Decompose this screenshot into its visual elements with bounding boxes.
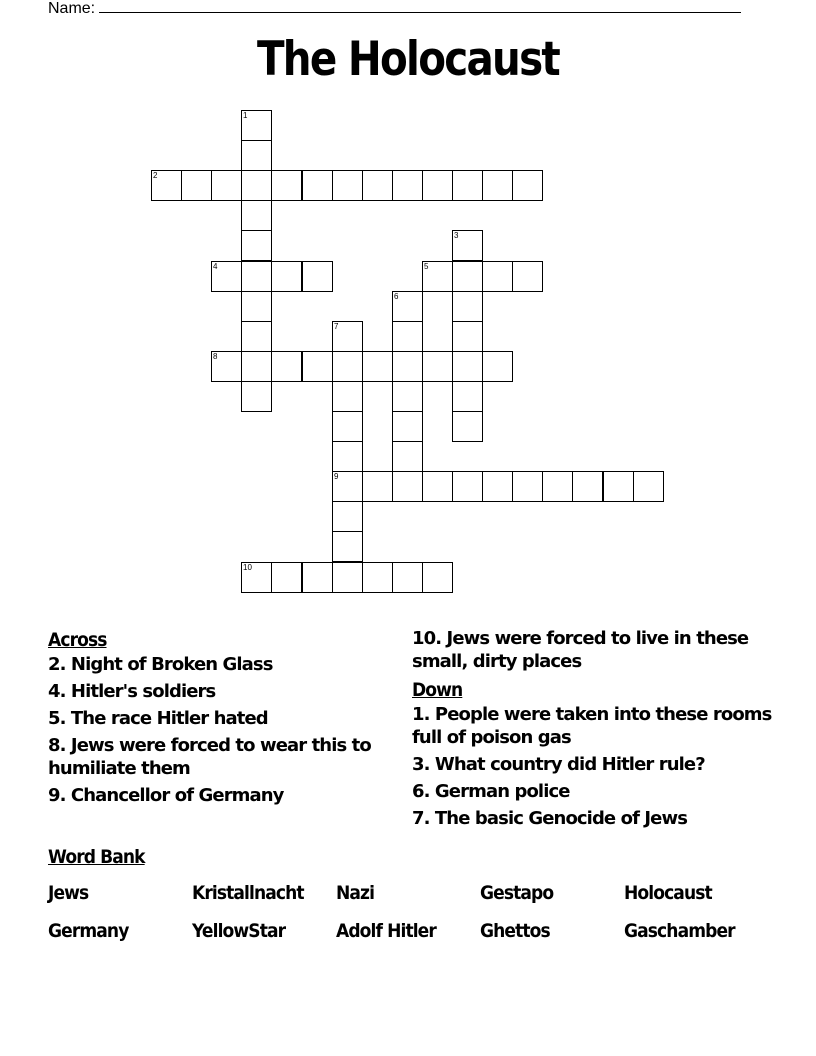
crossword-cell[interactable]	[422, 351, 453, 382]
page-title: The Holocaust	[256, 32, 560, 87]
crossword-cell[interactable]	[241, 351, 272, 382]
crossword-cell[interactable]	[211, 261, 242, 292]
crossword-cell[interactable]	[241, 170, 272, 201]
crossword-cell[interactable]	[392, 170, 423, 201]
across-clue-10: 10. Jews were forced to live in these small, dirty places	[412, 628, 749, 672]
crossword-cell[interactable]	[332, 321, 363, 352]
name-label: Name:	[48, 0, 96, 17]
crossword-cell[interactable]	[241, 261, 272, 292]
crossword-cell[interactable]	[332, 441, 363, 472]
crossword-cell[interactable]	[241, 562, 272, 593]
crossword-cell[interactable]	[392, 441, 423, 472]
crossword-cell[interactable]	[633, 471, 664, 502]
crossword-cell[interactable]	[452, 471, 483, 502]
crossword-cell[interactable]	[482, 261, 513, 292]
crossword-cell[interactable]	[362, 351, 393, 382]
down-clue-3: 3. What country did Hitler rule?	[412, 754, 705, 775]
across-clue-8: 8. Jews were forced to wear this to humiliate them	[48, 735, 371, 779]
crossword-cell[interactable]	[422, 170, 453, 201]
word-bank-item: Jews	[48, 882, 89, 904]
across-heading: Across	[48, 629, 107, 651]
crossword-cell[interactable]	[482, 471, 513, 502]
clue-number: 1	[243, 111, 248, 120]
clue-number: 3	[454, 231, 459, 240]
crossword-cell[interactable]	[603, 471, 634, 502]
clues-right-column	[412, 627, 772, 834]
clue-number: 8	[213, 352, 218, 361]
crossword-cell[interactable]	[302, 261, 333, 292]
word-bank-item: Nazi	[336, 882, 375, 904]
clue-number: 5	[424, 262, 429, 271]
crossword-cell[interactable]	[452, 351, 483, 382]
crossword-cell[interactable]	[482, 351, 513, 382]
crossword-cell[interactable]	[271, 351, 302, 382]
crossword-cell[interactable]	[392, 562, 423, 593]
clue-number: 7	[334, 322, 339, 331]
word-bank-item: Kristallnacht	[192, 882, 304, 904]
crossword-cell[interactable]	[241, 200, 272, 231]
crossword-cell[interactable]	[422, 471, 453, 502]
crossword-cell[interactable]	[482, 170, 513, 201]
crossword-cell[interactable]	[572, 471, 603, 502]
crossword-cell[interactable]	[241, 110, 272, 141]
word-bank-item: Gestapo	[480, 882, 554, 904]
crossword-cell[interactable]	[151, 170, 182, 201]
crossword-cell[interactable]	[452, 261, 483, 292]
across-clue-2: 2. Night of Broken Glass	[48, 654, 273, 675]
crossword-cell[interactable]	[241, 140, 272, 171]
down-clue-6: 6. German police	[412, 781, 570, 802]
crossword-cell[interactable]	[512, 471, 543, 502]
crossword-cell[interactable]	[241, 291, 272, 322]
crossword-cell[interactable]	[241, 230, 272, 261]
crossword-cell[interactable]	[392, 411, 423, 442]
down-clue-1: 1. People were taken into these rooms full of poison gas	[412, 704, 772, 748]
crossword-cell[interactable]	[452, 381, 483, 412]
crossword-cell[interactable]	[271, 261, 302, 292]
clue-number: 9	[334, 472, 339, 481]
crossword-cell[interactable]	[271, 562, 302, 593]
crossword-cell[interactable]	[392, 351, 423, 382]
crossword-cell[interactable]	[452, 321, 483, 352]
across-clue-5: 5. The race Hitler hated	[48, 708, 268, 729]
down-heading: Down	[412, 679, 463, 701]
crossword-cell[interactable]	[542, 471, 573, 502]
crossword-cell[interactable]	[362, 170, 393, 201]
word-bank-item: Gaschamber	[624, 920, 735, 942]
crossword-cell[interactable]	[332, 562, 363, 593]
crossword-cell[interactable]	[362, 562, 393, 593]
clue-number: 10	[243, 563, 252, 572]
word-bank-item: YellowStar	[192, 920, 286, 942]
crossword-cell[interactable]	[422, 562, 453, 593]
clues-left-column	[48, 627, 388, 811]
down-clue-7: 7. The basic Genocide of Jews	[412, 808, 688, 829]
crossword-cell[interactable]	[332, 381, 363, 412]
crossword-cell[interactable]	[332, 351, 363, 382]
crossword-cell[interactable]	[332, 471, 363, 502]
clue-number: 6	[394, 292, 399, 301]
crossword-cell[interactable]	[512, 261, 543, 292]
word-bank-item: Holocaust	[624, 882, 712, 904]
crossword-cell[interactable]	[452, 230, 483, 261]
crossword-cell[interactable]	[452, 291, 483, 322]
crossword-cell[interactable]	[362, 471, 393, 502]
clue-number: 4	[213, 262, 218, 271]
word-bank-item: Adolf Hitler	[336, 920, 436, 942]
clue-number: 2	[153, 171, 158, 180]
crossword-cell[interactable]	[392, 471, 423, 502]
crossword-cell[interactable]	[332, 170, 363, 201]
crossword-cell[interactable]	[392, 381, 423, 412]
crossword-cell[interactable]	[332, 501, 363, 532]
across-clue-4: 4. Hitler's soldiers	[48, 681, 216, 702]
crossword-cell[interactable]	[422, 261, 453, 292]
crossword-cell[interactable]	[392, 291, 423, 322]
crossword-cell[interactable]	[392, 321, 423, 352]
crossword-cell[interactable]	[332, 411, 363, 442]
crossword-cell[interactable]	[452, 170, 483, 201]
crossword-cell[interactable]	[181, 170, 212, 201]
word-bank-item: Germany	[48, 920, 129, 942]
crossword-cell[interactable]	[211, 170, 242, 201]
crossword-cell[interactable]	[302, 562, 333, 593]
crossword-cell[interactable]	[452, 411, 483, 442]
crossword-cell[interactable]	[241, 321, 272, 352]
crossword-cell[interactable]	[512, 170, 543, 201]
word-bank-item: Ghettos	[480, 920, 550, 942]
crossword-cell[interactable]	[271, 170, 302, 201]
word-bank-heading: Word Bank	[48, 846, 145, 868]
crossword-cell[interactable]	[332, 531, 363, 562]
crossword-cell[interactable]	[302, 351, 333, 382]
crossword-cell[interactable]	[302, 170, 333, 201]
crossword-cell[interactable]	[241, 381, 272, 412]
crossword-cell[interactable]	[211, 351, 242, 382]
across-clue-9: 9. Chancellor of Germany	[48, 785, 284, 806]
